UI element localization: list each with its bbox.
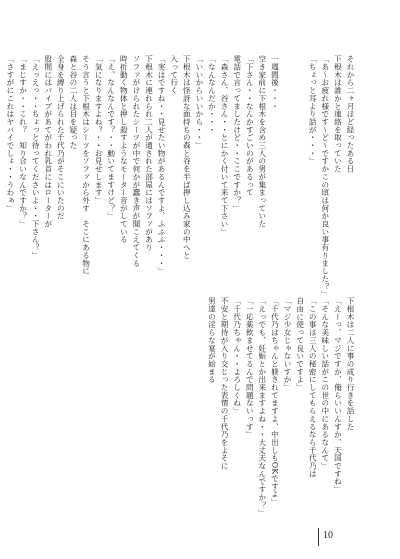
text-line: 「そんな美味しい話がこの世の中にあるなんて」 [320,297,330,470]
text-line: 下根木に連れられ二人が通された部屋にはソファがあり [144,55,154,252]
text-line: 「ちょっと耳より話が・・・」 [308,55,318,165]
text-line: 時折動く物体と押し殺すようなモーター音がしている [119,55,129,244]
text-line: 「えっでも、妊娠とか出来ますよね・・大丈夫なんですか？」 [257,297,267,517]
text-line: 「千代乃ちゃん・・よろしくね」 [232,297,242,415]
text-line: 電話で言ってましたけど・・ここですか？」 [232,55,242,212]
text-line: 自由に使って良いですよ」 [295,297,305,392]
page-number: 10 [323,530,333,541]
text-line: 「え、なんなんです？・・動いてますけど？」 [106,55,116,220]
text-line: 全身を縛り上げられた千代乃がそこにいたのだ [56,55,66,220]
text-line: 「千代乃はちゃんと躾されてますよ、中出しもOKですよ」 [270,297,280,506]
text-line: 「一応薬飲ませてるんで問題ないっす」 [245,297,255,439]
text-line: 「いいからいいから・・」 [194,55,204,150]
text-line: 「えーっ、マジですか、俺らいいんすか、天国ですね」 [333,297,343,494]
text-line: 下根木は誰かと連絡を取っていた [333,55,343,173]
text-line: 「気になりますよね？・・お見せします」 [94,55,104,205]
text-line: それから二ヶ月ほど経ったある日 [346,55,355,173]
text-line: 「実はですね・・見せたい物があるんですよ、ふふふ・・・」 [157,55,167,275]
text-line: 股間にはバイブがあてがわれ乳首にはローターが [43,55,53,228]
text-line: 下根木は二人に事の成り行きを話した [346,297,355,431]
text-line: 空き家前に下根木を含め三人の男が集まっていた [257,55,267,228]
text-line: 「なんなんだか・・・ [207,55,217,134]
text-line: 「まじすか・・これ？ 知り合いなんですか？」 [18,55,28,228]
text-line: ソファがけられたシーツが中で何かが蠢き声が聞こえてくる [131,55,141,267]
text-line: 森と谷の二人は目を疑った [68,55,78,150]
text-line: 不安と期待が入り交じった表情の千代乃をよそに [220,297,230,470]
text-line: 男達の淫らな宴が始まる [207,297,217,384]
text-line: 入って行く [169,55,179,95]
lower-text-column [205,297,356,517]
text-line: 「マジ少女じゃないすか」 [283,297,293,392]
text-line: 「森さん、谷さん・・とにかく付いて来て下さい」 [220,55,230,236]
text-line: 一週間後・・・ [270,55,280,110]
text-line: 「この事は三人の秘密にしてもらえるなら千代乃は [308,297,318,478]
page-number-divider [318,528,319,546]
text-line: そう言うと下根木はシーツをソファから外す そこにある物に [81,55,91,275]
text-line: 下根木は怪訝な面持ちの森と谷を半ば押し込み家の中へと [182,55,192,260]
text-line: 「下さん・・なんかすごいのがあるって [245,55,255,197]
text-line: 「えっえっ・・ちょっと待ってくださいよ・・下さん？」 [31,55,41,260]
text-line: 「あ～お疲れ様です～ど～ですかこの頃は何か良い事有りました？」 [320,55,330,299]
text-line: 「さすがにこれはヤバイでしょ・・うわぁ」 [5,55,15,212]
